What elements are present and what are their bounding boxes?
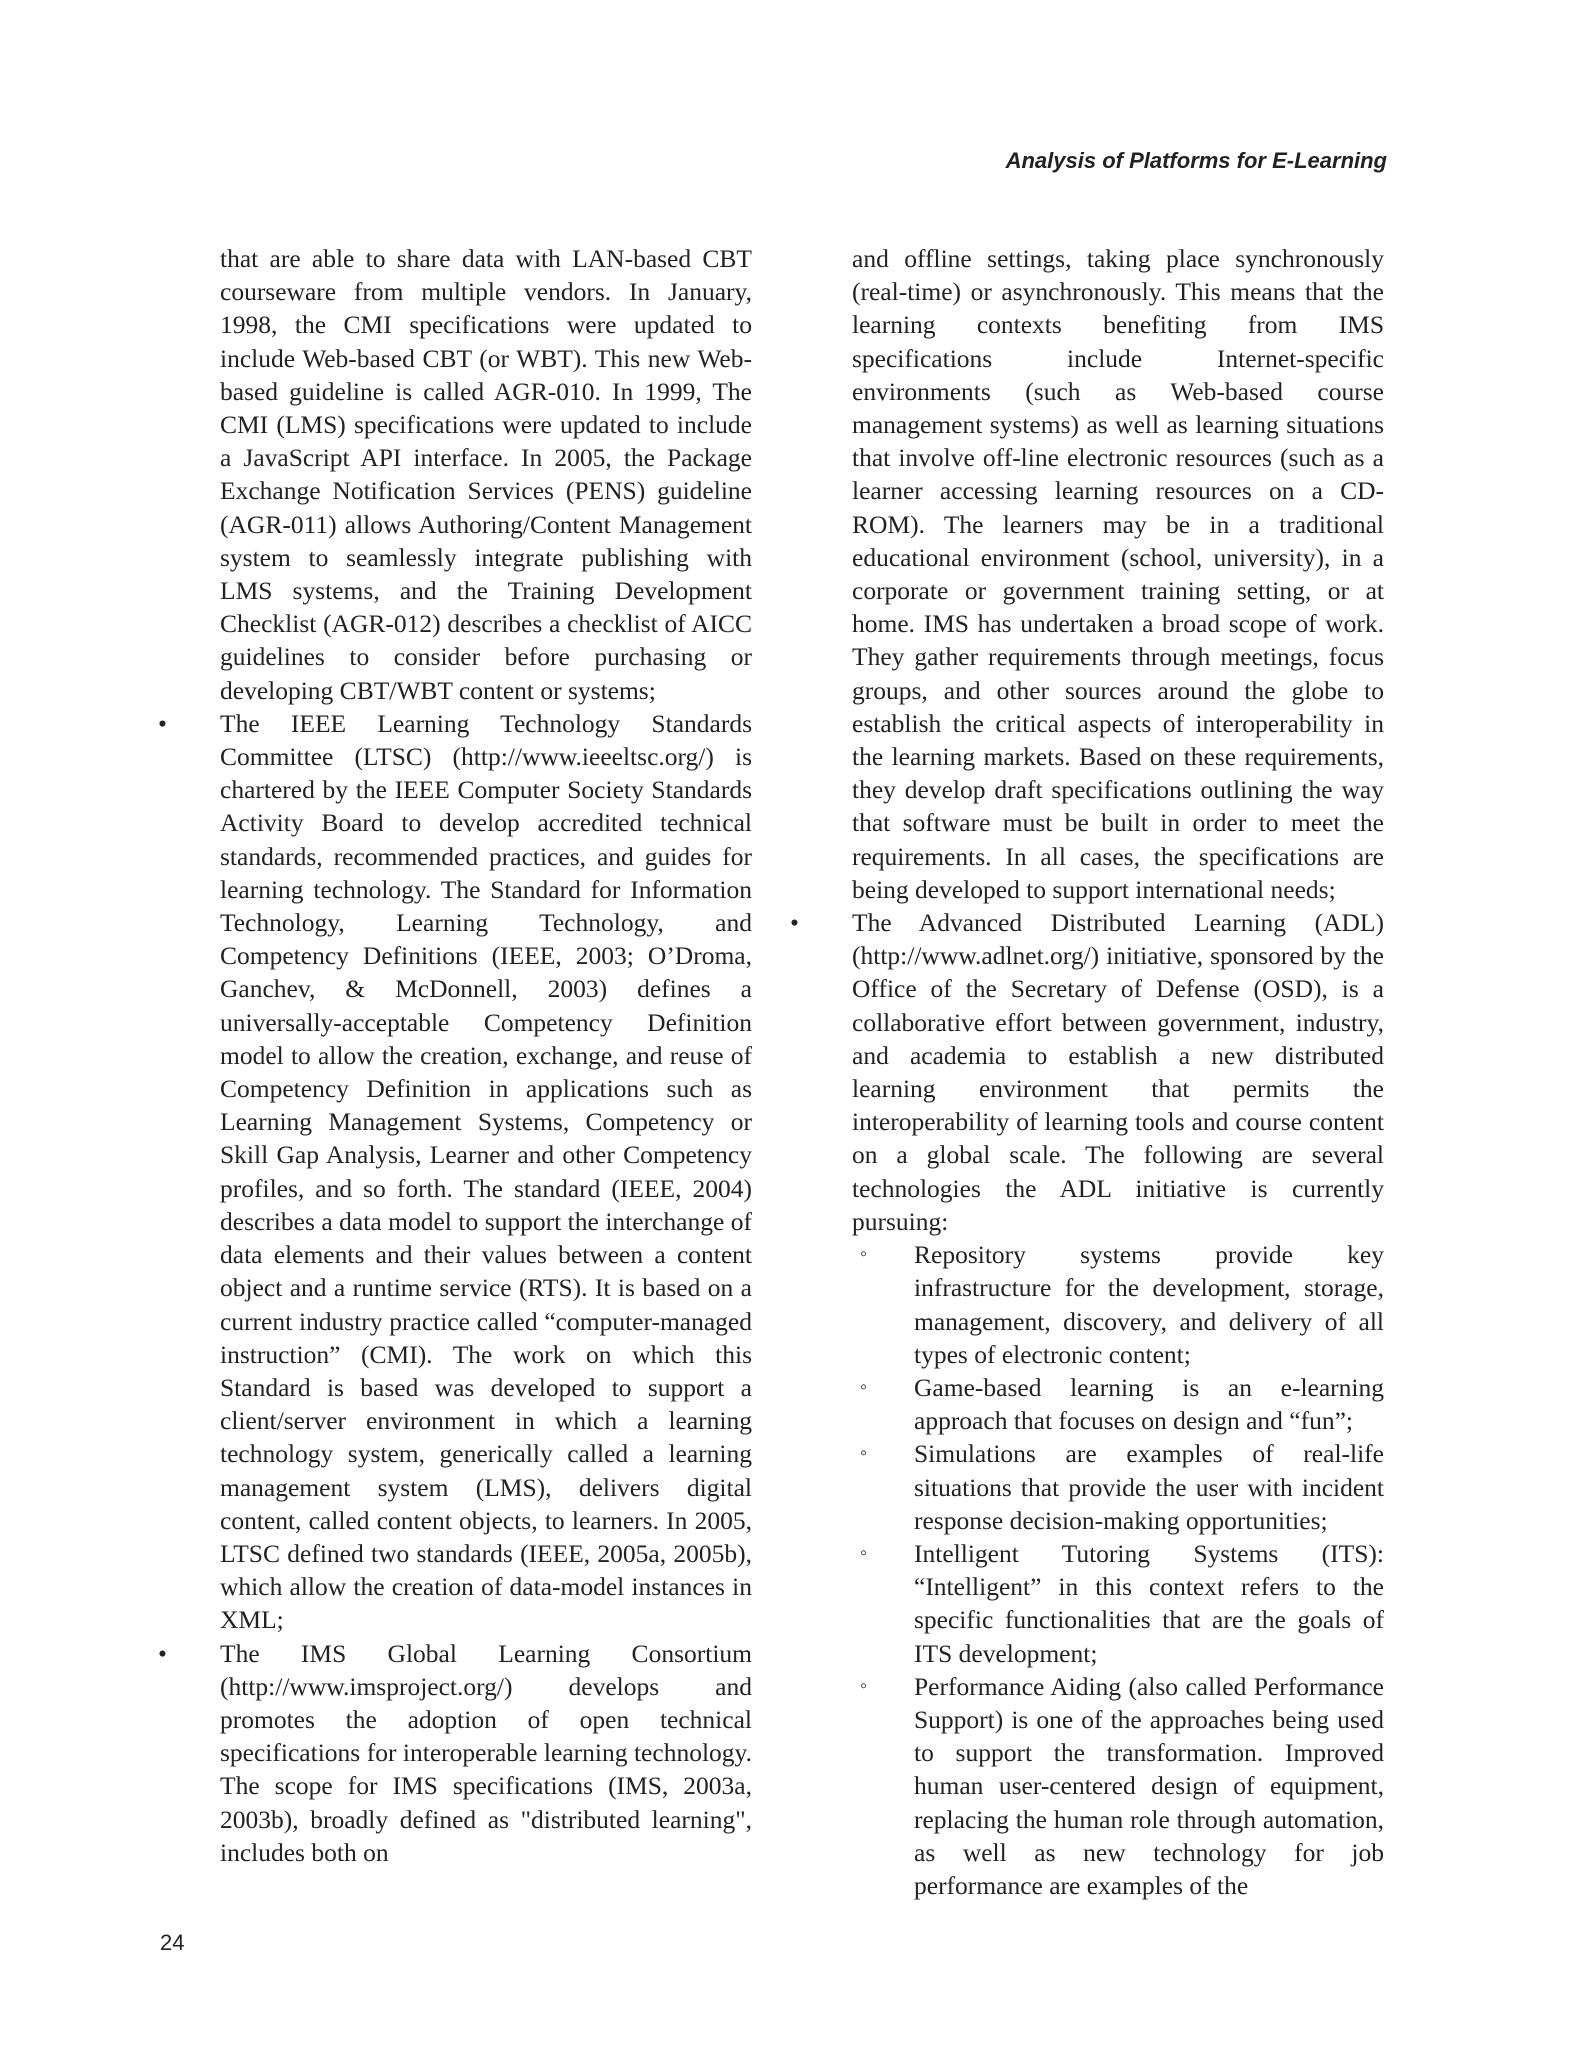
subbullet-repository: [860, 1238, 1384, 1371]
bullet-item-adl: [790, 906, 1384, 1238]
paragraph-continuation: that are able to share data with LAN-based CBT courseware from multiple vendors. In January, 1998, the CMI specifications were updated to include Web-based CBT (or WBT). This new Web-based guideline is called AGR-010. In 1999, The CMI (LMS) specifications were updated to include a JavaScript API interface. In 2005, the Package Exchange Notification Services (PENS) guideline (AGR-011) allows Authoring/Content Management system to seamlessly integrate publishing with LMS systems, and the Training Development Checklist (AGR-012) describes a checklist of AICC guidelines to consider before purchasing or developing CBT/WBT content or systems;: [220, 244, 752, 705]
subbullet-game-based: [860, 1371, 1384, 1437]
subbullet-its: [860, 1537, 1384, 1670]
subbullet-simulations: [860, 1437, 1384, 1537]
subbullet-text: Simulations are examples of real-life situations that provide the user with incident response decision-making opportunities;: [914, 1439, 1384, 1535]
subbullet-icon: ◦: [860, 1674, 868, 1697]
bullet-text: The IEEE Learning Technology Standards Committee (LTSC) (http://www.ieeeltsc.org/) is chartered by the IEEE Computer Society Standards Activity Board to develop accredited technical standards, recommended practices, and guides for learning technology. The Standard for Information Technology, Learning Technology, and Competency Definitions (IEEE, 2003; O’Droma, Ganchev, & McDonnell, 2003) defines a universally-acceptable Competency Definition model to allow the creation, exchange, and reuse of Competency Definition in applications such as Learning Management Systems, Competency or Skill Gap Analysis, Learner and other Competency profiles, and so forth. The standard (IEEE, 2004) describes a data model to support the interchange of data elements and their values between a content object and a runtime service (RTS). It is based on a current industry practice called “computer-managed instruction” (CMI). The work on which this Standard is based was developed to support a client/server environment in which a learning technology system, generically called a learning management system (LMS), delivers digital content, called content objects, to learners. In 2005, LTSC defined two standards (IEEE, 2005a, 2005b), which allow the creation of data-model instances in XML;: [220, 708, 752, 1635]
subbullet-text: Performance Aiding (also called Performance Support) is one of the approaches being used to support the transformation. Improved human user-centered design of equipment, replacing the human role through automation, as well as new technology for job performance are examples of the: [914, 1671, 1384, 1900]
subbullet-icon: ◦: [860, 1375, 868, 1398]
subbullet-text: Game-based learning is an e-learning approach that focuses on design and “fun”;: [914, 1372, 1384, 1436]
subbullet-icon: ◦: [860, 1243, 868, 1266]
subbullet-icon: ◦: [860, 1541, 868, 1564]
bullet-item-ieee-ltsc: [158, 707, 752, 1637]
subbullet-performance-aiding: [860, 1670, 1384, 1902]
bullet-icon: •: [158, 1638, 167, 1668]
page-number: 24: [160, 1930, 185, 1955]
running-header: Analysis of Platforms for E-Learning: [1005, 148, 1387, 173]
subbullet-icon: ◦: [860, 1442, 868, 1465]
paragraph-continuation: and offline settings, taking place synchronously (real-time) or asynchronously. This means that the learning contexts benefiting from IMS specifications include Internet-specific environments (such as Web-based course management systems) as well as learning situations that involve off-line electronic resources (such as a learner accessing learning resources on a CD-ROM). The learners may be in a traditional educational environment (school, university), in a corporate or government training setting, or at home. IMS has undertaken a broad scope of work. They gather requirements through meetings, focus groups, and other sources around the globe to establish the critical aspects of interoperability in the learning markets. Based on these requirements, they develop draft specifications outlining the way that software must be built in order to meet the requirements. In all cases, the specifications are being developed to support international needs;: [852, 244, 1384, 904]
left-column: [158, 242, 752, 1869]
bullet-text: The Advanced Distributed Learning (ADL) (http://www.adlnet.org/) initiative, sponsored by the Office of the Secretary of Defense (OSD), is a collaborative effort between government, industry, and academia to establish a new distributed learning environment that permits the interoperability of learning tools and course content on a global scale. The following are several technologies the ADL initiative is currently pursuing:: [852, 908, 1384, 1236]
bullet-text: The IMS Global Learning Consortium (http://www.imsproject.org/) develops and promotes the adoption of open technical specifications for interoperable learning technology. The scope for IMS specifications (IMS, 2003a, 2003b), broadly defined as "distributed learning", includes both on: [220, 1638, 752, 1867]
bullet-icon: •: [158, 708, 167, 738]
bullet-item-ims: [158, 1637, 752, 1869]
subbullet-text: Repository systems provide key infrastructure for the development, storage, management, discovery, and delivery of all types of electronic content;: [914, 1240, 1384, 1369]
subbullet-text: Intelligent Tutoring Systems (ITS): “Intelligent” in this context refers to the specific functionalities that are the goals of ITS development;: [914, 1538, 1384, 1668]
right-column: [790, 242, 1384, 1902]
bullet-icon: •: [790, 908, 799, 938]
